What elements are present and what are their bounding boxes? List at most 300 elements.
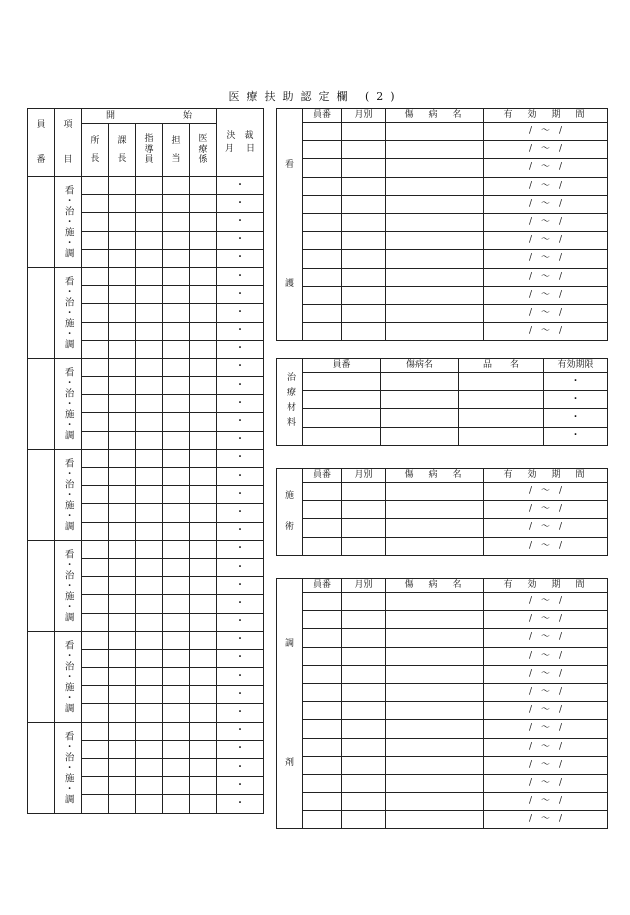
- stamp-cell[interactable]: [136, 358, 163, 376]
- valid-period-cell[interactable]: [484, 756, 608, 774]
- stamp-cell[interactable]: [136, 740, 163, 758]
- stamp-cell[interactable]: [190, 686, 217, 704]
- disease-name-cell[interactable]: [386, 501, 484, 519]
- employee-number-cell[interactable]: [303, 720, 342, 738]
- stamp-cell[interactable]: [82, 177, 109, 195]
- disease-name-cell[interactable]: [386, 213, 484, 231]
- approval-date-cell[interactable]: [217, 740, 264, 758]
- stamp-cell[interactable]: [163, 195, 190, 213]
- stamp-cell[interactable]: [109, 486, 136, 504]
- stamp-cell[interactable]: [136, 704, 163, 722]
- employee-number-cell[interactable]: [303, 665, 342, 683]
- disease-name-cell[interactable]: [386, 665, 484, 683]
- month-cell[interactable]: [342, 123, 386, 141]
- stamp-cell[interactable]: [190, 722, 217, 740]
- approval-date-cell[interactable]: [217, 286, 264, 304]
- month-cell[interactable]: [342, 665, 386, 683]
- disease-name-cell[interactable]: [386, 123, 484, 141]
- stamp-cell[interactable]: [163, 213, 190, 231]
- stamp-cell[interactable]: [82, 577, 109, 595]
- stamp-cell[interactable]: [109, 413, 136, 431]
- month-cell[interactable]: [342, 811, 386, 829]
- stamp-cell[interactable]: [82, 740, 109, 758]
- employee-number-cell[interactable]: [28, 449, 55, 540]
- stamp-cell[interactable]: [190, 431, 217, 449]
- disease-name-cell[interactable]: [386, 195, 484, 213]
- stamp-cell[interactable]: [109, 177, 136, 195]
- stamp-cell[interactable]: [136, 722, 163, 740]
- employee-number-cell[interactable]: [303, 323, 342, 341]
- valid-period-cell[interactable]: [484, 483, 608, 501]
- employee-number-cell[interactable]: [303, 232, 342, 250]
- stamp-cell[interactable]: [190, 468, 217, 486]
- employee-number-cell[interactable]: [303, 483, 342, 501]
- expiry-cell[interactable]: [544, 391, 608, 409]
- disease-name-cell[interactable]: [386, 593, 484, 611]
- stamp-cell[interactable]: [109, 431, 136, 449]
- stamp-cell[interactable]: [109, 395, 136, 413]
- stamp-cell[interactable]: [190, 449, 217, 467]
- stamp-cell[interactable]: [190, 777, 217, 795]
- employee-number-cell[interactable]: [28, 267, 55, 358]
- disease-name-cell[interactable]: [386, 159, 484, 177]
- stamp-cell[interactable]: [136, 777, 163, 795]
- stamp-cell[interactable]: [82, 377, 109, 395]
- employee-number-cell[interactable]: [303, 391, 381, 409]
- approval-date-cell[interactable]: [217, 195, 264, 213]
- stamp-cell[interactable]: [82, 522, 109, 540]
- approval-date-cell[interactable]: [217, 668, 264, 686]
- stamp-cell[interactable]: [190, 213, 217, 231]
- employee-number-cell[interactable]: [303, 177, 342, 195]
- employee-number-cell[interactable]: [303, 373, 381, 391]
- approval-date-cell[interactable]: [217, 468, 264, 486]
- month-cell[interactable]: [342, 177, 386, 195]
- valid-period-cell[interactable]: [484, 629, 608, 647]
- stamp-cell[interactable]: [136, 795, 163, 813]
- stamp-cell[interactable]: [190, 631, 217, 649]
- stamp-cell[interactable]: [82, 504, 109, 522]
- employee-number-cell[interactable]: [303, 629, 342, 647]
- stamp-cell[interactable]: [82, 486, 109, 504]
- stamp-cell[interactable]: [82, 231, 109, 249]
- stamp-cell[interactable]: [82, 558, 109, 576]
- disease-name-cell[interactable]: [386, 611, 484, 629]
- month-cell[interactable]: [342, 537, 386, 555]
- stamp-cell[interactable]: [163, 522, 190, 540]
- employee-number-cell[interactable]: [303, 409, 381, 427]
- stamp-cell[interactable]: [109, 322, 136, 340]
- month-cell[interactable]: [342, 756, 386, 774]
- stamp-cell[interactable]: [109, 686, 136, 704]
- stamp-cell[interactable]: [190, 486, 217, 504]
- stamp-cell[interactable]: [163, 649, 190, 667]
- employee-number-cell[interactable]: [303, 304, 342, 322]
- disease-name-cell[interactable]: [386, 774, 484, 792]
- stamp-cell[interactable]: [109, 595, 136, 613]
- stamp-cell[interactable]: [190, 249, 217, 267]
- item-name-cell[interactable]: [459, 409, 544, 427]
- stamp-cell[interactable]: [82, 759, 109, 777]
- stamp-cell[interactable]: [82, 358, 109, 376]
- stamp-cell[interactable]: [163, 668, 190, 686]
- month-cell[interactable]: [342, 593, 386, 611]
- valid-period-cell[interactable]: [484, 774, 608, 792]
- stamp-cell[interactable]: [136, 468, 163, 486]
- month-cell[interactable]: [342, 629, 386, 647]
- approval-date-cell[interactable]: [217, 595, 264, 613]
- disease-name-cell[interactable]: [381, 373, 459, 391]
- stamp-cell[interactable]: [190, 304, 217, 322]
- approval-date-cell[interactable]: [217, 486, 264, 504]
- disease-name-cell[interactable]: [386, 286, 484, 304]
- approval-date-cell[interactable]: [217, 231, 264, 249]
- stamp-cell[interactable]: [136, 522, 163, 540]
- stamp-cell[interactable]: [109, 540, 136, 558]
- approval-date-cell[interactable]: [217, 558, 264, 576]
- month-cell[interactable]: [342, 647, 386, 665]
- stamp-cell[interactable]: [109, 340, 136, 358]
- disease-name-cell[interactable]: [386, 141, 484, 159]
- month-cell[interactable]: [342, 720, 386, 738]
- stamp-cell[interactable]: [82, 795, 109, 813]
- expiry-cell[interactable]: [544, 427, 608, 445]
- stamp-cell[interactable]: [109, 649, 136, 667]
- approval-date-cell[interactable]: [217, 413, 264, 431]
- month-cell[interactable]: [342, 483, 386, 501]
- employee-number-cell[interactable]: [28, 358, 55, 449]
- valid-period-cell[interactable]: [484, 232, 608, 250]
- approval-date-cell[interactable]: [217, 613, 264, 631]
- stamp-cell[interactable]: [82, 304, 109, 322]
- stamp-cell[interactable]: [136, 686, 163, 704]
- stamp-cell[interactable]: [109, 468, 136, 486]
- disease-name-cell[interactable]: [381, 391, 459, 409]
- stamp-cell[interactable]: [163, 577, 190, 595]
- stamp-cell[interactable]: [136, 177, 163, 195]
- stamp-cell[interactable]: [163, 558, 190, 576]
- stamp-cell[interactable]: [163, 431, 190, 449]
- employee-number-cell[interactable]: [303, 537, 342, 555]
- valid-period-cell[interactable]: [484, 501, 608, 519]
- disease-name-cell[interactable]: [386, 232, 484, 250]
- disease-name-cell[interactable]: [381, 427, 459, 445]
- stamp-cell[interactable]: [163, 449, 190, 467]
- stamp-cell[interactable]: [82, 322, 109, 340]
- item-name-cell[interactable]: [459, 391, 544, 409]
- stamp-cell[interactable]: [190, 740, 217, 758]
- approval-date-cell[interactable]: [217, 213, 264, 231]
- valid-period-cell[interactable]: [484, 647, 608, 665]
- stamp-cell[interactable]: [109, 231, 136, 249]
- stamp-cell[interactable]: [190, 358, 217, 376]
- stamp-cell[interactable]: [82, 195, 109, 213]
- stamp-cell[interactable]: [136, 431, 163, 449]
- stamp-cell[interactable]: [136, 413, 163, 431]
- disease-name-cell[interactable]: [386, 177, 484, 195]
- stamp-cell[interactable]: [136, 504, 163, 522]
- approval-date-cell[interactable]: [217, 777, 264, 795]
- employee-number-cell[interactable]: [303, 793, 342, 811]
- employee-number-cell[interactable]: [28, 722, 55, 813]
- disease-name-cell[interactable]: [386, 268, 484, 286]
- stamp-cell[interactable]: [163, 777, 190, 795]
- stamp-cell[interactable]: [163, 267, 190, 285]
- valid-period-cell[interactable]: [484, 268, 608, 286]
- stamp-cell[interactable]: [109, 286, 136, 304]
- stamp-cell[interactable]: [190, 231, 217, 249]
- stamp-cell[interactable]: [136, 213, 163, 231]
- valid-period-cell[interactable]: [484, 720, 608, 738]
- stamp-cell[interactable]: [136, 286, 163, 304]
- valid-period-cell[interactable]: [484, 519, 608, 537]
- stamp-cell[interactable]: [109, 358, 136, 376]
- valid-period-cell[interactable]: [484, 593, 608, 611]
- approval-date-cell[interactable]: [217, 449, 264, 467]
- stamp-cell[interactable]: [163, 286, 190, 304]
- stamp-cell[interactable]: [82, 395, 109, 413]
- stamp-cell[interactable]: [109, 558, 136, 576]
- employee-number-cell[interactable]: [303, 250, 342, 268]
- stamp-cell[interactable]: [109, 668, 136, 686]
- stamp-cell[interactable]: [82, 286, 109, 304]
- month-cell[interactable]: [342, 195, 386, 213]
- stamp-cell[interactable]: [136, 322, 163, 340]
- employee-number-cell[interactable]: [303, 611, 342, 629]
- approval-date-cell[interactable]: [217, 249, 264, 267]
- month-cell[interactable]: [342, 323, 386, 341]
- stamp-cell[interactable]: [82, 631, 109, 649]
- stamp-cell[interactable]: [163, 722, 190, 740]
- disease-name-cell[interactable]: [386, 304, 484, 322]
- stamp-cell[interactable]: [109, 267, 136, 285]
- employee-number-cell[interactable]: [303, 738, 342, 756]
- valid-period-cell[interactable]: [484, 611, 608, 629]
- stamp-cell[interactable]: [163, 631, 190, 649]
- stamp-cell[interactable]: [136, 577, 163, 595]
- stamp-cell[interactable]: [136, 649, 163, 667]
- month-cell[interactable]: [342, 683, 386, 701]
- disease-name-cell[interactable]: [386, 323, 484, 341]
- approval-date-cell[interactable]: [217, 377, 264, 395]
- stamp-cell[interactable]: [109, 722, 136, 740]
- approval-date-cell[interactable]: [217, 577, 264, 595]
- stamp-cell[interactable]: [163, 686, 190, 704]
- stamp-cell[interactable]: [136, 377, 163, 395]
- stamp-cell[interactable]: [109, 631, 136, 649]
- stamp-cell[interactable]: [109, 249, 136, 267]
- valid-period-cell[interactable]: [484, 738, 608, 756]
- employee-number-cell[interactable]: [303, 286, 342, 304]
- stamp-cell[interactable]: [190, 340, 217, 358]
- stamp-cell[interactable]: [163, 759, 190, 777]
- month-cell[interactable]: [342, 738, 386, 756]
- stamp-cell[interactable]: [82, 449, 109, 467]
- stamp-cell[interactable]: [136, 449, 163, 467]
- employee-number-cell[interactable]: [303, 427, 381, 445]
- stamp-cell[interactable]: [136, 540, 163, 558]
- stamp-cell[interactable]: [163, 304, 190, 322]
- month-cell[interactable]: [342, 286, 386, 304]
- month-cell[interactable]: [342, 774, 386, 792]
- stamp-cell[interactable]: [82, 413, 109, 431]
- stamp-cell[interactable]: [163, 468, 190, 486]
- employee-number-cell[interactable]: [303, 141, 342, 159]
- stamp-cell[interactable]: [190, 558, 217, 576]
- disease-name-cell[interactable]: [386, 683, 484, 701]
- valid-period-cell[interactable]: [484, 683, 608, 701]
- approval-date-cell[interactable]: [217, 304, 264, 322]
- stamp-cell[interactable]: [136, 631, 163, 649]
- stamp-cell[interactable]: [82, 540, 109, 558]
- disease-name-cell[interactable]: [386, 483, 484, 501]
- stamp-cell[interactable]: [190, 395, 217, 413]
- employee-number-cell[interactable]: [28, 631, 55, 722]
- stamp-cell[interactable]: [190, 649, 217, 667]
- month-cell[interactable]: [342, 141, 386, 159]
- stamp-cell[interactable]: [82, 686, 109, 704]
- employee-number-cell[interactable]: [303, 811, 342, 829]
- stamp-cell[interactable]: [136, 613, 163, 631]
- month-cell[interactable]: [342, 159, 386, 177]
- valid-period-cell[interactable]: [484, 141, 608, 159]
- stamp-cell[interactable]: [190, 795, 217, 813]
- month-cell[interactable]: [342, 213, 386, 231]
- stamp-cell[interactable]: [190, 286, 217, 304]
- employee-number-cell[interactable]: [303, 123, 342, 141]
- stamp-cell[interactable]: [82, 468, 109, 486]
- month-cell[interactable]: [342, 250, 386, 268]
- stamp-cell[interactable]: [136, 759, 163, 777]
- valid-period-cell[interactable]: [484, 702, 608, 720]
- stamp-cell[interactable]: [163, 504, 190, 522]
- approval-date-cell[interactable]: [217, 686, 264, 704]
- disease-name-cell[interactable]: [386, 756, 484, 774]
- approval-date-cell[interactable]: [217, 322, 264, 340]
- employee-number-cell[interactable]: [303, 519, 342, 537]
- stamp-cell[interactable]: [109, 449, 136, 467]
- stamp-cell[interactable]: [82, 595, 109, 613]
- stamp-cell[interactable]: [136, 668, 163, 686]
- approval-date-cell[interactable]: [217, 631, 264, 649]
- stamp-cell[interactable]: [190, 504, 217, 522]
- approval-date-cell[interactable]: [217, 540, 264, 558]
- valid-period-cell[interactable]: [484, 195, 608, 213]
- stamp-cell[interactable]: [163, 322, 190, 340]
- stamp-cell[interactable]: [190, 267, 217, 285]
- approval-date-cell[interactable]: [217, 704, 264, 722]
- stamp-cell[interactable]: [190, 413, 217, 431]
- item-name-cell[interactable]: [459, 373, 544, 391]
- approval-date-cell[interactable]: [217, 340, 264, 358]
- valid-period-cell[interactable]: [484, 665, 608, 683]
- stamp-cell[interactable]: [109, 377, 136, 395]
- stamp-cell[interactable]: [163, 740, 190, 758]
- stamp-cell[interactable]: [190, 540, 217, 558]
- stamp-cell[interactable]: [82, 777, 109, 795]
- disease-name-cell[interactable]: [386, 647, 484, 665]
- valid-period-cell[interactable]: [484, 177, 608, 195]
- employee-number-cell[interactable]: [303, 774, 342, 792]
- disease-name-cell[interactable]: [386, 702, 484, 720]
- stamp-cell[interactable]: [190, 613, 217, 631]
- month-cell[interactable]: [342, 501, 386, 519]
- approval-date-cell[interactable]: [217, 649, 264, 667]
- stamp-cell[interactable]: [109, 613, 136, 631]
- valid-period-cell[interactable]: [484, 159, 608, 177]
- month-cell[interactable]: [342, 268, 386, 286]
- employee-number-cell[interactable]: [303, 756, 342, 774]
- employee-number-cell[interactable]: [28, 540, 55, 631]
- stamp-cell[interactable]: [82, 431, 109, 449]
- stamp-cell[interactable]: [163, 231, 190, 249]
- valid-period-cell[interactable]: [484, 537, 608, 555]
- stamp-cell[interactable]: [163, 704, 190, 722]
- stamp-cell[interactable]: [82, 613, 109, 631]
- stamp-cell[interactable]: [190, 577, 217, 595]
- item-name-cell[interactable]: [459, 427, 544, 445]
- stamp-cell[interactable]: [136, 595, 163, 613]
- stamp-cell[interactable]: [163, 395, 190, 413]
- valid-period-cell[interactable]: [484, 304, 608, 322]
- stamp-cell[interactable]: [190, 522, 217, 540]
- stamp-cell[interactable]: [109, 504, 136, 522]
- employee-number-cell[interactable]: [303, 683, 342, 701]
- stamp-cell[interactable]: [109, 759, 136, 777]
- month-cell[interactable]: [342, 702, 386, 720]
- stamp-cell[interactable]: [82, 213, 109, 231]
- employee-number-cell[interactable]: [303, 501, 342, 519]
- month-cell[interactable]: [342, 519, 386, 537]
- stamp-cell[interactable]: [163, 795, 190, 813]
- stamp-cell[interactable]: [163, 177, 190, 195]
- stamp-cell[interactable]: [190, 704, 217, 722]
- stamp-cell[interactable]: [163, 249, 190, 267]
- month-cell[interactable]: [342, 232, 386, 250]
- approval-date-cell[interactable]: [217, 267, 264, 285]
- employee-number-cell[interactable]: [303, 159, 342, 177]
- stamp-cell[interactable]: [163, 377, 190, 395]
- stamp-cell[interactable]: [163, 595, 190, 613]
- stamp-cell[interactable]: [136, 340, 163, 358]
- disease-name-cell[interactable]: [381, 409, 459, 427]
- stamp-cell[interactable]: [163, 358, 190, 376]
- stamp-cell[interactable]: [109, 577, 136, 595]
- approval-date-cell[interactable]: [217, 759, 264, 777]
- stamp-cell[interactable]: [163, 340, 190, 358]
- month-cell[interactable]: [342, 304, 386, 322]
- disease-name-cell[interactable]: [386, 629, 484, 647]
- month-cell[interactable]: [342, 793, 386, 811]
- stamp-cell[interactable]: [136, 195, 163, 213]
- disease-name-cell[interactable]: [386, 537, 484, 555]
- expiry-cell[interactable]: [544, 373, 608, 391]
- approval-date-cell[interactable]: [217, 522, 264, 540]
- disease-name-cell[interactable]: [386, 793, 484, 811]
- stamp-cell[interactable]: [163, 486, 190, 504]
- stamp-cell[interactable]: [190, 668, 217, 686]
- valid-period-cell[interactable]: [484, 250, 608, 268]
- stamp-cell[interactable]: [82, 668, 109, 686]
- stamp-cell[interactable]: [82, 722, 109, 740]
- month-cell[interactable]: [342, 611, 386, 629]
- approval-date-cell[interactable]: [217, 504, 264, 522]
- stamp-cell[interactable]: [82, 649, 109, 667]
- stamp-cell[interactable]: [82, 249, 109, 267]
- stamp-cell[interactable]: [190, 195, 217, 213]
- stamp-cell[interactable]: [163, 413, 190, 431]
- stamp-cell[interactable]: [109, 522, 136, 540]
